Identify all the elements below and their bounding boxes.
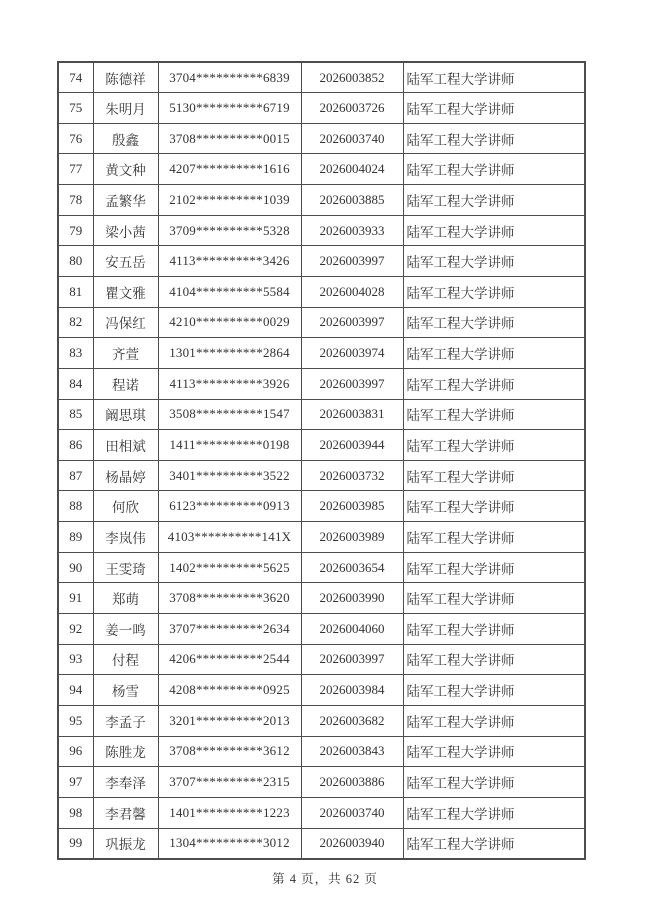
cell-code: 2026003997 (301, 246, 403, 277)
cell-row-number: 78 (58, 185, 93, 216)
cell-position: 陆军工程大学讲师 (403, 552, 585, 583)
cell-row-number: 74 (58, 62, 93, 93)
cell-position: 陆军工程大学讲师 (403, 491, 585, 522)
table-row (58, 185, 585, 216)
table-row (58, 736, 585, 767)
cell-position: 陆军工程大学讲师 (403, 583, 585, 614)
cell-row-number: 77 (58, 154, 93, 185)
cell-row-number: 96 (58, 736, 93, 767)
cell-row-number: 91 (58, 583, 93, 614)
cell-row-number: 93 (58, 644, 93, 675)
cell-id-masked: 4206**********2544 (158, 644, 301, 675)
cell-row-number: 76 (58, 123, 93, 154)
table-row (58, 797, 585, 828)
cell-row-number: 97 (58, 767, 93, 798)
cell-position: 陆军工程大学讲师 (403, 307, 585, 338)
page-footer: 第 4 页，共 62 页 (272, 872, 378, 886)
cell-code: 2026003997 (301, 307, 403, 338)
table-row (58, 93, 585, 124)
cell-row-number: 83 (58, 338, 93, 369)
table-row (58, 123, 585, 154)
cell-position: 陆军工程大学讲师 (403, 705, 585, 736)
cell-id-masked: 4208**********0925 (158, 675, 301, 706)
table-row (58, 338, 585, 369)
cell-row-number: 87 (58, 460, 93, 491)
cell-row-number: 85 (58, 399, 93, 430)
cell-code: 2026003997 (301, 368, 403, 399)
cell-id-masked: 3401**********3522 (158, 460, 301, 491)
cell-id-masked: 1402**********5625 (158, 552, 301, 583)
cell-position: 陆军工程大学讲师 (403, 430, 585, 461)
cell-code: 2026004024 (301, 154, 403, 185)
cell-name: 付程 (93, 644, 158, 675)
cell-position: 陆军工程大学讲师 (403, 93, 585, 124)
cell-code: 2026003886 (301, 767, 403, 798)
cell-id-masked: 1401**********1223 (158, 797, 301, 828)
cell-id-masked: 1304**********3012 (158, 828, 301, 859)
cell-name: 孟繁华 (93, 185, 158, 216)
cell-row-number: 92 (58, 614, 93, 645)
cell-id-masked: 3707**********2315 (158, 767, 301, 798)
cell-code: 2026003989 (301, 522, 403, 553)
table-row (58, 705, 585, 736)
table-row (58, 583, 585, 614)
cell-code: 2026003974 (301, 338, 403, 369)
table-row (58, 154, 585, 185)
cell-position: 陆军工程大学讲师 (403, 522, 585, 553)
table-row (58, 491, 585, 522)
table-row (58, 215, 585, 246)
table-row (58, 246, 585, 277)
cell-name: 李孟子 (93, 705, 158, 736)
cell-code: 2026003944 (301, 430, 403, 461)
cell-name: 杨晶婷 (93, 460, 158, 491)
cell-name: 齐萱 (93, 338, 158, 369)
cell-code: 2026004060 (301, 614, 403, 645)
cell-id-masked: 3708**********3612 (158, 736, 301, 767)
cell-position: 陆军工程大学讲师 (403, 460, 585, 491)
cell-position: 陆军工程大学讲师 (403, 644, 585, 675)
cell-code: 2026003682 (301, 705, 403, 736)
table-row (58, 767, 585, 798)
applicant-table (57, 61, 586, 860)
cell-name: 巩振龙 (93, 828, 158, 859)
cell-id-masked: 4113**********3926 (158, 368, 301, 399)
cell-code: 2026003985 (301, 491, 403, 522)
cell-code: 2026003885 (301, 185, 403, 216)
table-row (58, 307, 585, 338)
cell-code: 2026003843 (301, 736, 403, 767)
table-row (58, 62, 585, 93)
table-row (58, 522, 585, 553)
cell-name: 陈胜龙 (93, 736, 158, 767)
cell-id-masked: 5130**********6719 (158, 93, 301, 124)
table-row (58, 399, 585, 430)
cell-row-number: 75 (58, 93, 93, 124)
cell-code: 2026003933 (301, 215, 403, 246)
cell-id-masked: 3704**********6839 (158, 62, 301, 93)
table-body (58, 62, 585, 859)
cell-name: 梁小茜 (93, 215, 158, 246)
cell-id-masked: 3708**********3620 (158, 583, 301, 614)
cell-position: 陆军工程大学讲师 (403, 767, 585, 798)
cell-code: 2026003732 (301, 460, 403, 491)
cell-id-masked: 3708**********0015 (158, 123, 301, 154)
cell-position: 陆军工程大学讲师 (403, 828, 585, 859)
cell-id-masked: 3508**********1547 (158, 399, 301, 430)
cell-code: 2026004028 (301, 276, 403, 307)
cell-code: 2026003740 (301, 797, 403, 828)
cell-name: 程诺 (93, 368, 158, 399)
cell-id-masked: 4113**********3426 (158, 246, 301, 277)
cell-name: 王雯琦 (93, 552, 158, 583)
cell-id-masked: 4207**********1616 (158, 154, 301, 185)
cell-code: 2026003726 (301, 93, 403, 124)
cell-name: 李君馨 (93, 797, 158, 828)
table-row (58, 460, 585, 491)
cell-name: 阚思琪 (93, 399, 158, 430)
cell-name: 殷鑫 (93, 123, 158, 154)
cell-id-masked: 6123**********0913 (158, 491, 301, 522)
cell-name: 何欣 (93, 491, 158, 522)
cell-position: 陆军工程大学讲师 (403, 614, 585, 645)
cell-id-masked: 4210**********0029 (158, 307, 301, 338)
cell-position: 陆军工程大学讲师 (403, 675, 585, 706)
cell-position: 陆军工程大学讲师 (403, 399, 585, 430)
cell-code: 2026003940 (301, 828, 403, 859)
cell-code: 2026003852 (301, 62, 403, 93)
cell-position: 陆军工程大学讲师 (403, 736, 585, 767)
cell-code: 2026003654 (301, 552, 403, 583)
cell-name: 黄文种 (93, 154, 158, 185)
cell-code: 2026003990 (301, 583, 403, 614)
cell-id-masked: 1301**********2864 (158, 338, 301, 369)
cell-name: 陈德祥 (93, 62, 158, 93)
cell-position: 陆军工程大学讲师 (403, 246, 585, 277)
cell-position: 陆军工程大学讲师 (403, 123, 585, 154)
cell-id-masked: 4103**********141X (158, 522, 301, 553)
cell-position: 陆军工程大学讲师 (403, 62, 585, 93)
cell-row-number: 82 (58, 307, 93, 338)
cell-position: 陆军工程大学讲师 (403, 215, 585, 246)
cell-name: 姜一鸣 (93, 614, 158, 645)
cell-code: 2026003740 (301, 123, 403, 154)
cell-row-number: 95 (58, 705, 93, 736)
cell-row-number: 86 (58, 430, 93, 461)
cell-row-number: 80 (58, 246, 93, 277)
table-row (58, 614, 585, 645)
cell-name: 安五岳 (93, 246, 158, 277)
cell-position: 陆军工程大学讲师 (403, 338, 585, 369)
cell-position: 陆军工程大学讲师 (403, 185, 585, 216)
cell-position: 陆军工程大学讲师 (403, 797, 585, 828)
cell-row-number: 98 (58, 797, 93, 828)
cell-row-number: 90 (58, 552, 93, 583)
table-row (58, 552, 585, 583)
cell-code: 2026003997 (301, 644, 403, 675)
cell-name: 李奉泽 (93, 767, 158, 798)
cell-id-masked: 4104**********5584 (158, 276, 301, 307)
cell-name: 冯保红 (93, 307, 158, 338)
cell-row-number: 84 (58, 368, 93, 399)
table-row (58, 644, 585, 675)
table-row (58, 675, 585, 706)
cell-row-number: 94 (58, 675, 93, 706)
cell-code: 2026003984 (301, 675, 403, 706)
cell-position: 陆军工程大学讲师 (403, 368, 585, 399)
cell-code: 2026003831 (301, 399, 403, 430)
table-row (58, 368, 585, 399)
cell-row-number: 88 (58, 491, 93, 522)
cell-id-masked: 1411**********0198 (158, 430, 301, 461)
cell-name: 瞿文雅 (93, 276, 158, 307)
cell-name: 李岚伟 (93, 522, 158, 553)
cell-position: 陆军工程大学讲师 (403, 154, 585, 185)
cell-id-masked: 2102**********1039 (158, 185, 301, 216)
cell-position: 陆军工程大学讲师 (403, 276, 585, 307)
cell-id-masked: 3707**********2634 (158, 614, 301, 645)
cell-row-number: 79 (58, 215, 93, 246)
cell-name: 杨雪 (93, 675, 158, 706)
cell-row-number: 99 (58, 828, 93, 859)
cell-id-masked: 3709**********5328 (158, 215, 301, 246)
cell-row-number: 89 (58, 522, 93, 553)
table-row (58, 276, 585, 307)
table-row (58, 828, 585, 859)
cell-row-number: 81 (58, 276, 93, 307)
cell-name: 田相斌 (93, 430, 158, 461)
table-row (58, 430, 585, 461)
cell-name: 朱明月 (93, 93, 158, 124)
cell-id-masked: 3201**********2013 (158, 705, 301, 736)
cell-name: 郑萌 (93, 583, 158, 614)
